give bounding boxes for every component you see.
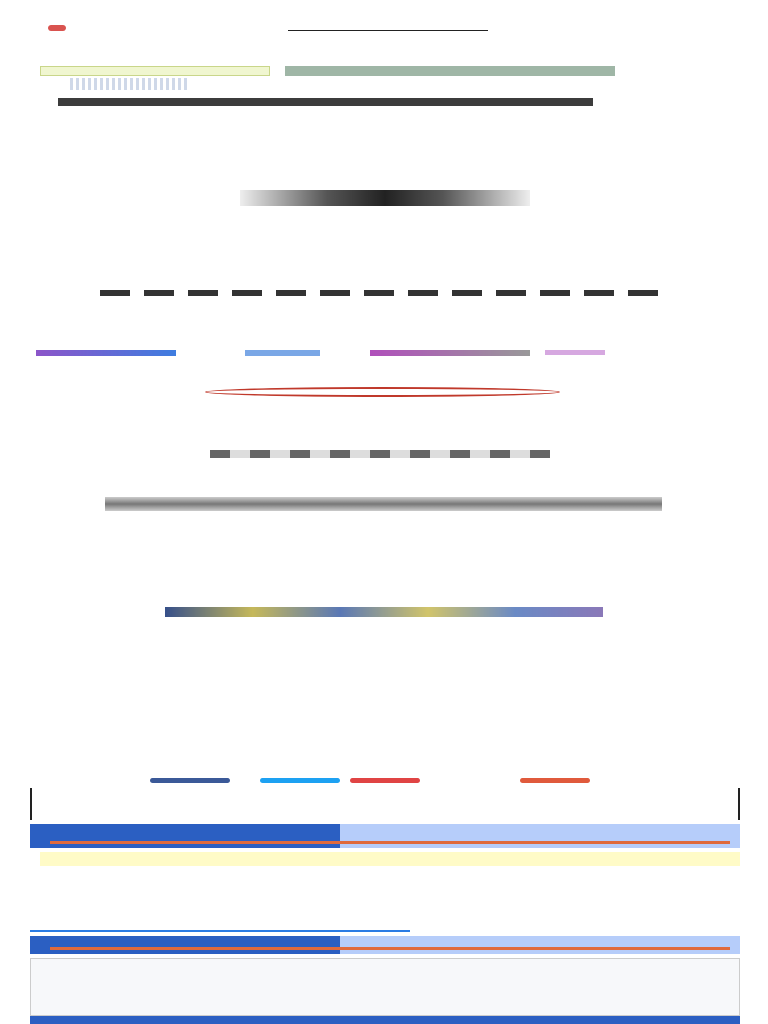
article-image-strip: [100, 290, 660, 296]
byline-divider: [288, 30, 488, 31]
banner-1[interactable]: [30, 824, 740, 848]
article-block-4: [28, 360, 738, 384]
top-image-strip: [285, 66, 615, 76]
avatar: [48, 25, 66, 31]
email-share-button[interactable]: [520, 778, 590, 783]
article-image-ornament: [205, 387, 560, 397]
article-block-2: [28, 210, 738, 290]
color-thumb-3: [370, 350, 530, 356]
twitter-share-button[interactable]: [260, 778, 340, 783]
banner-1-progress: [50, 841, 730, 844]
article-block-1: [28, 110, 728, 186]
article-image-portrait: [240, 190, 530, 206]
article-block-5: [28, 404, 738, 448]
color-thumb-1: [36, 350, 176, 356]
top-info-table: [40, 66, 270, 76]
banner-2-left: [30, 936, 340, 954]
header-image: [58, 98, 593, 106]
bottom-nav-strip[interactable]: [30, 1016, 740, 1024]
article-block-3: [28, 312, 738, 348]
top-thumbnails: [70, 78, 190, 90]
comment-divider: [30, 930, 410, 932]
article-block-7: [28, 516, 738, 604]
notice-bar: [40, 852, 740, 866]
banner-2-progress: [50, 947, 730, 950]
color-thumb-2: [245, 350, 320, 356]
comment-list: [30, 868, 740, 932]
footer-links: [30, 958, 740, 1016]
facebook-share-button[interactable]: [150, 778, 230, 783]
comment-box: [30, 788, 740, 820]
share-bar: [150, 778, 610, 784]
pinterest-share-button[interactable]: [350, 778, 420, 783]
color-thumb-4: [545, 350, 605, 355]
article-block-8: [28, 620, 738, 775]
article-image-figures: [210, 450, 550, 458]
article-block-6: [28, 462, 738, 492]
article-image-painting: [165, 607, 603, 617]
byline-row: [28, 22, 740, 34]
site-header: [28, 0, 740, 22]
article-image-band: [105, 497, 662, 511]
banner-1-left: [30, 824, 340, 848]
banner-2[interactable]: [30, 936, 740, 954]
